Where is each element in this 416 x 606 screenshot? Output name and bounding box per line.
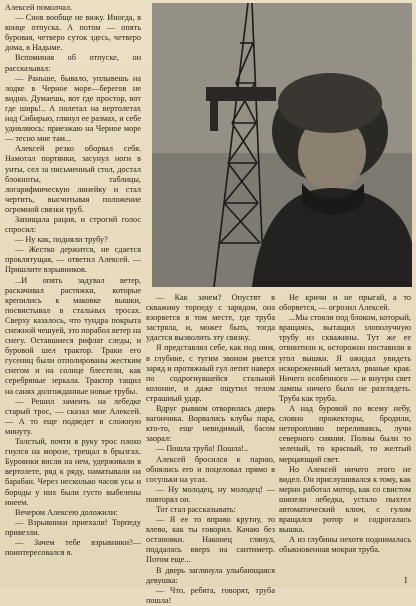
paragraph: — Раньше, бывало, уплывешь на лодке в Черное море—берегов не видно. Думаешь, вот где простор, вот где ширь!.. А полетал на вертолетах над Сибирью, глянул ее размах, и себе удивляюсь: приезжаю на Черное море — тесно мне там... <box>5 73 141 144</box>
paragraph: Не кричи и не прыгай, а то оборвется, — огрозил Алексей. <box>279 293 411 313</box>
paragraph: Алексей бросился к парню, обнялись его и поцеловал прямо в сосульки на усах. <box>146 454 275 484</box>
paragraph: Толстый, почти в руку трос плохо гнулся на морозе, трещал в брызгах. Буровики висли на нем, удерживали в вертолете, ряд к ряду, наматывали на барабан. Через несколько часов усы и бороды у них были густо выбелены инеем. <box>5 437 141 507</box>
paragraph: — Снов вообще не вижу. Иногда, в конце отпуска. А потом — опять буровая, четверо суток здесь, четверо дома, в Надыме. <box>5 13 141 53</box>
paragraph: — Зачем тебе взрывники?— поинтересовался я. <box>5 537 141 558</box>
paragraph: Алексей резко оборвал себя. Намотал портянки, засунул ноги в унты, сел за письменный стол, достал блокноты, таблицы, логарифмическую линейку и стал чертить, высчитывая положение огромной связки труб. <box>5 144 141 214</box>
paragraph: А над буровой по всему небу, словно прожекторы, бродили, неторопливо переливаясь, лучи северного сияния. Полны были то зеленый, то красный, то желтый мерцающий свет. <box>279 404 411 464</box>
paragraph: Вспоминая об отпуске, он рассказывал: <box>5 53 141 73</box>
paragraph: Запищала рация, и строгий голос спросил: <box>5 214 141 235</box>
paragraph: Вдруг рывком отворилась дверь вагончика. Ворвались клубы пара, кто-то, еще невидимый, басом заорал: <box>146 404 275 444</box>
paragraph: ...И опять задувал ветер, раскачивал растяжки, которые крепились к маковке вышки, посвистывал в стальных тросах. Сверху казалось, что тундра покрыта снежной чешуей, это порабол ветер на снегу. Оставшиеся рифлат следы, и буровой шел трактор. Траки его гусениц были отполированы жестким снегом и на солнце блестели, как серебряные зеркала. Трактор тащил на санях долгожданные новые трубы. <box>5 275 141 396</box>
paragraph: — Решил замеить на лебедке старый трос, — сказал мне Алексей. — А то еще подведет в сложную минуту. <box>5 396 141 436</box>
paragraph: — Ну молодец, ну молодец! — повторял он. <box>146 484 275 504</box>
text-column-middle <box>146 293 275 606</box>
paragraph: — Взрывники приехали! Торпеду привезли. <box>5 517 141 537</box>
paragraph: — Я ее то вправо крутну, то влево, как ты говорил. Качаю без остановки. Наконец глянул, поддалась вверх на сантиметр. Потом еще... <box>146 515 275 565</box>
text-column-right <box>279 293 411 555</box>
page-number: 1 <box>403 575 408 585</box>
paragraph: — Пошла труба! Пошла!.. <box>156 444 249 454</box>
paragraph: Я представлял себе, как под ним, в глубине, с тугим звоном рвется заряд и протяжный гул летит наверх по содрогнувшейся стальной колонне, и даже ощутил телом страшный удар. <box>146 343 275 403</box>
paragraph: Алексей помолчал. <box>5 3 73 12</box>
photo-worker-drilling-rig <box>152 3 412 287</box>
paragraph: Вечером Алексею доложили: <box>15 507 118 517</box>
paragraph: — Что, ребята, говорят, труба пошла! <box>146 585 275 605</box>
paragraph: А из глубины нехотя поднималась обыкновенная мокрая труба. <box>279 535 411 555</box>
paragraph: — Ну как, подняли трубу? <box>15 235 108 245</box>
paragraph: В дверь заглянула улыбающаяся девушка: <box>146 565 275 585</box>
paragraph: ...Мы стояли под блоком, который, вращаясь, вытащил злополучную трубу из скважины. Тут же ее отвинтили и, осторожно поставили в угол вышки. Я ожидал увидеть искореженный металл, рваные края. Ничего особенного — и внутри свет лампы ничего было не разглядеть. Труба как труба. <box>279 313 411 403</box>
paragraph: — Как зачем? Опустят в скважину торпеду с зарядом, она взорвется в том месте, где труба застряла, и, может быть, тогда удастся вызволить эту связку. <box>146 293 275 343</box>
paragraph: Тот стал рассказывать: <box>156 504 236 514</box>
paragraph: Но Алексей ничего этого не видел. Он прислушивался к тому, как мерно работал мотор, как со свистом шипели лебедка, устало пыхтел автоматический ключ, с гулом вращался ротор и содрогалась вышка. <box>279 464 411 535</box>
photo-illustration <box>152 3 412 287</box>
paragraph: — Жестко держится, не сдается проклятущая, — ответил Алексей. — Пришлите взрывников. <box>5 245 141 275</box>
text-column-left <box>5 3 141 558</box>
